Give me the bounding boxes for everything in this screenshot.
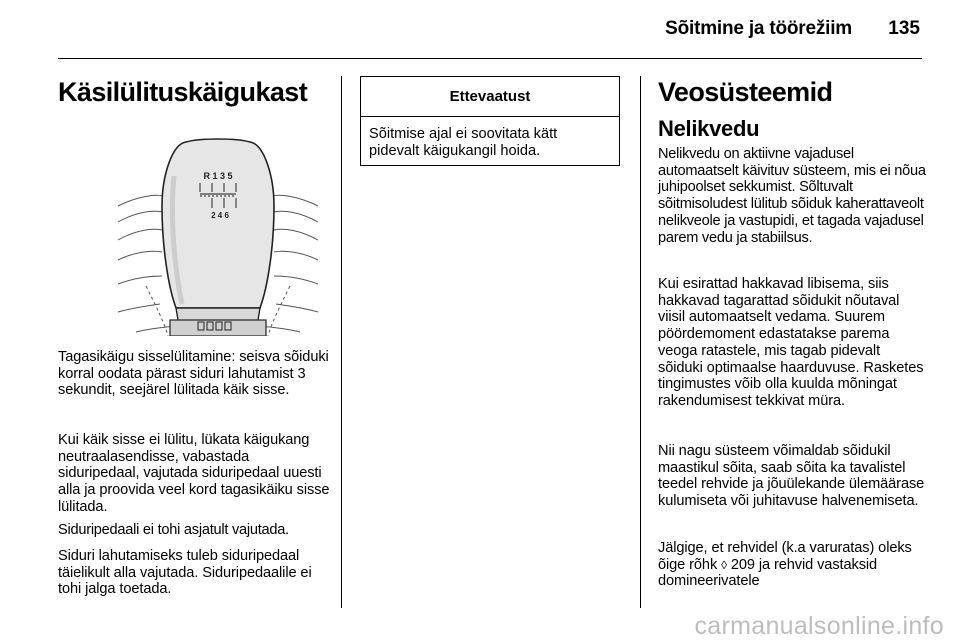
gear-knob <box>162 139 274 336</box>
gear-not-engaging-paragraph: Kui käik sisse ei lülitu, lükata käigukang neutraalasendisse, vabastada siduripedaal, vajutada siduripedaal uuesti alla ja proovida veel kord tagasikäiku sisse lülitada. <box>58 432 330 515</box>
reverse-gear-paragraph: Tagasikäigu sisselülitamine: seisva sõiduki korral oodata pärast siduri lahutamist 3 sekundit, seejärel lülitada käik sisse. <box>58 349 329 399</box>
svg-text:R 1 3 5: R 1 3 5 <box>203 171 233 181</box>
road-driving-paragraph: Nii nagu süsteem võimaldab sõidukil maastikul sõita, saab sõita ka tavalistel teedel rehvide ja jõuülekande ülemäärase kulumiseta või juhitavuse halvenemiseta. <box>658 443 925 510</box>
gear-lever-illustration <box>116 136 320 336</box>
page-header-title: Sõitmine ja töörežiim <box>665 18 852 39</box>
clutch-disengage-paragraph: Siduri lahutamiseks tuleb siduripedaal täielikult alla vajutada. Siduripedaalile ei tohi jalga toetada. <box>58 548 312 598</box>
column-divider-right <box>640 76 641 608</box>
tyre-pressure-text-after: 209 ja rehvid vastaksid domineerivatele <box>658 556 878 590</box>
header-rule <box>58 58 922 59</box>
wheel-slip-paragraph: Kui esirattad hakkavad libisema, siis hakkavad tagarattad sõidukit nõutaval viisil automaatselt vedama. Suurem pöördemoment edastatakse parema veoga ratastele, mis tagab pidevalt sõiduki optimaalse haarduvuse. Rasketes tingimustes võib olla kuulda mõningat rakendumisest tekkivat müra. <box>658 276 924 409</box>
page-number: 135 <box>888 18 920 39</box>
tyre-pressure-text-before: Jälgige, et rehvidel (k.a varuratas) oleks õige rõhk <box>658 540 912 573</box>
caution-text: Sõitmise ajal ei soovitata kätt pidevalt käigukangil hoida. <box>369 126 558 159</box>
column-divider-left <box>341 76 342 608</box>
subheading-four-wheel-drive: Nelikvedu <box>658 116 760 141</box>
page-reference-icon[interactable]: ◊ <box>721 557 727 572</box>
clutch-warning-paragraph: Siduripedaali ei tohi asjatult vajutada. <box>58 522 289 538</box>
section-heading-drive-systems: Veosüsteemid <box>658 77 833 107</box>
awd-description-paragraph: Nelikvedu on aktiivne vajadusel automaatselt käivituv süsteem, mis ei nõua juhipoolset sekkumist. Sõltuvalt sõitmisoludest lülitub sõiduk kaherattaveolt nelikveole ja vastupidi, et tagada vajadusel parem vedu ja stabiilsus. <box>658 146 926 246</box>
caution-title: Ettevaatust <box>361 77 619 117</box>
tyre-pressure-paragraph <box>658 540 926 590</box>
caution-box <box>360 76 620 166</box>
watermark: carmanualsonline.info <box>694 612 944 640</box>
svg-text:2 4 6: 2 4 6 <box>211 211 229 220</box>
section-heading-manual-gearbox: Käsilülituskäigukast <box>58 77 308 107</box>
